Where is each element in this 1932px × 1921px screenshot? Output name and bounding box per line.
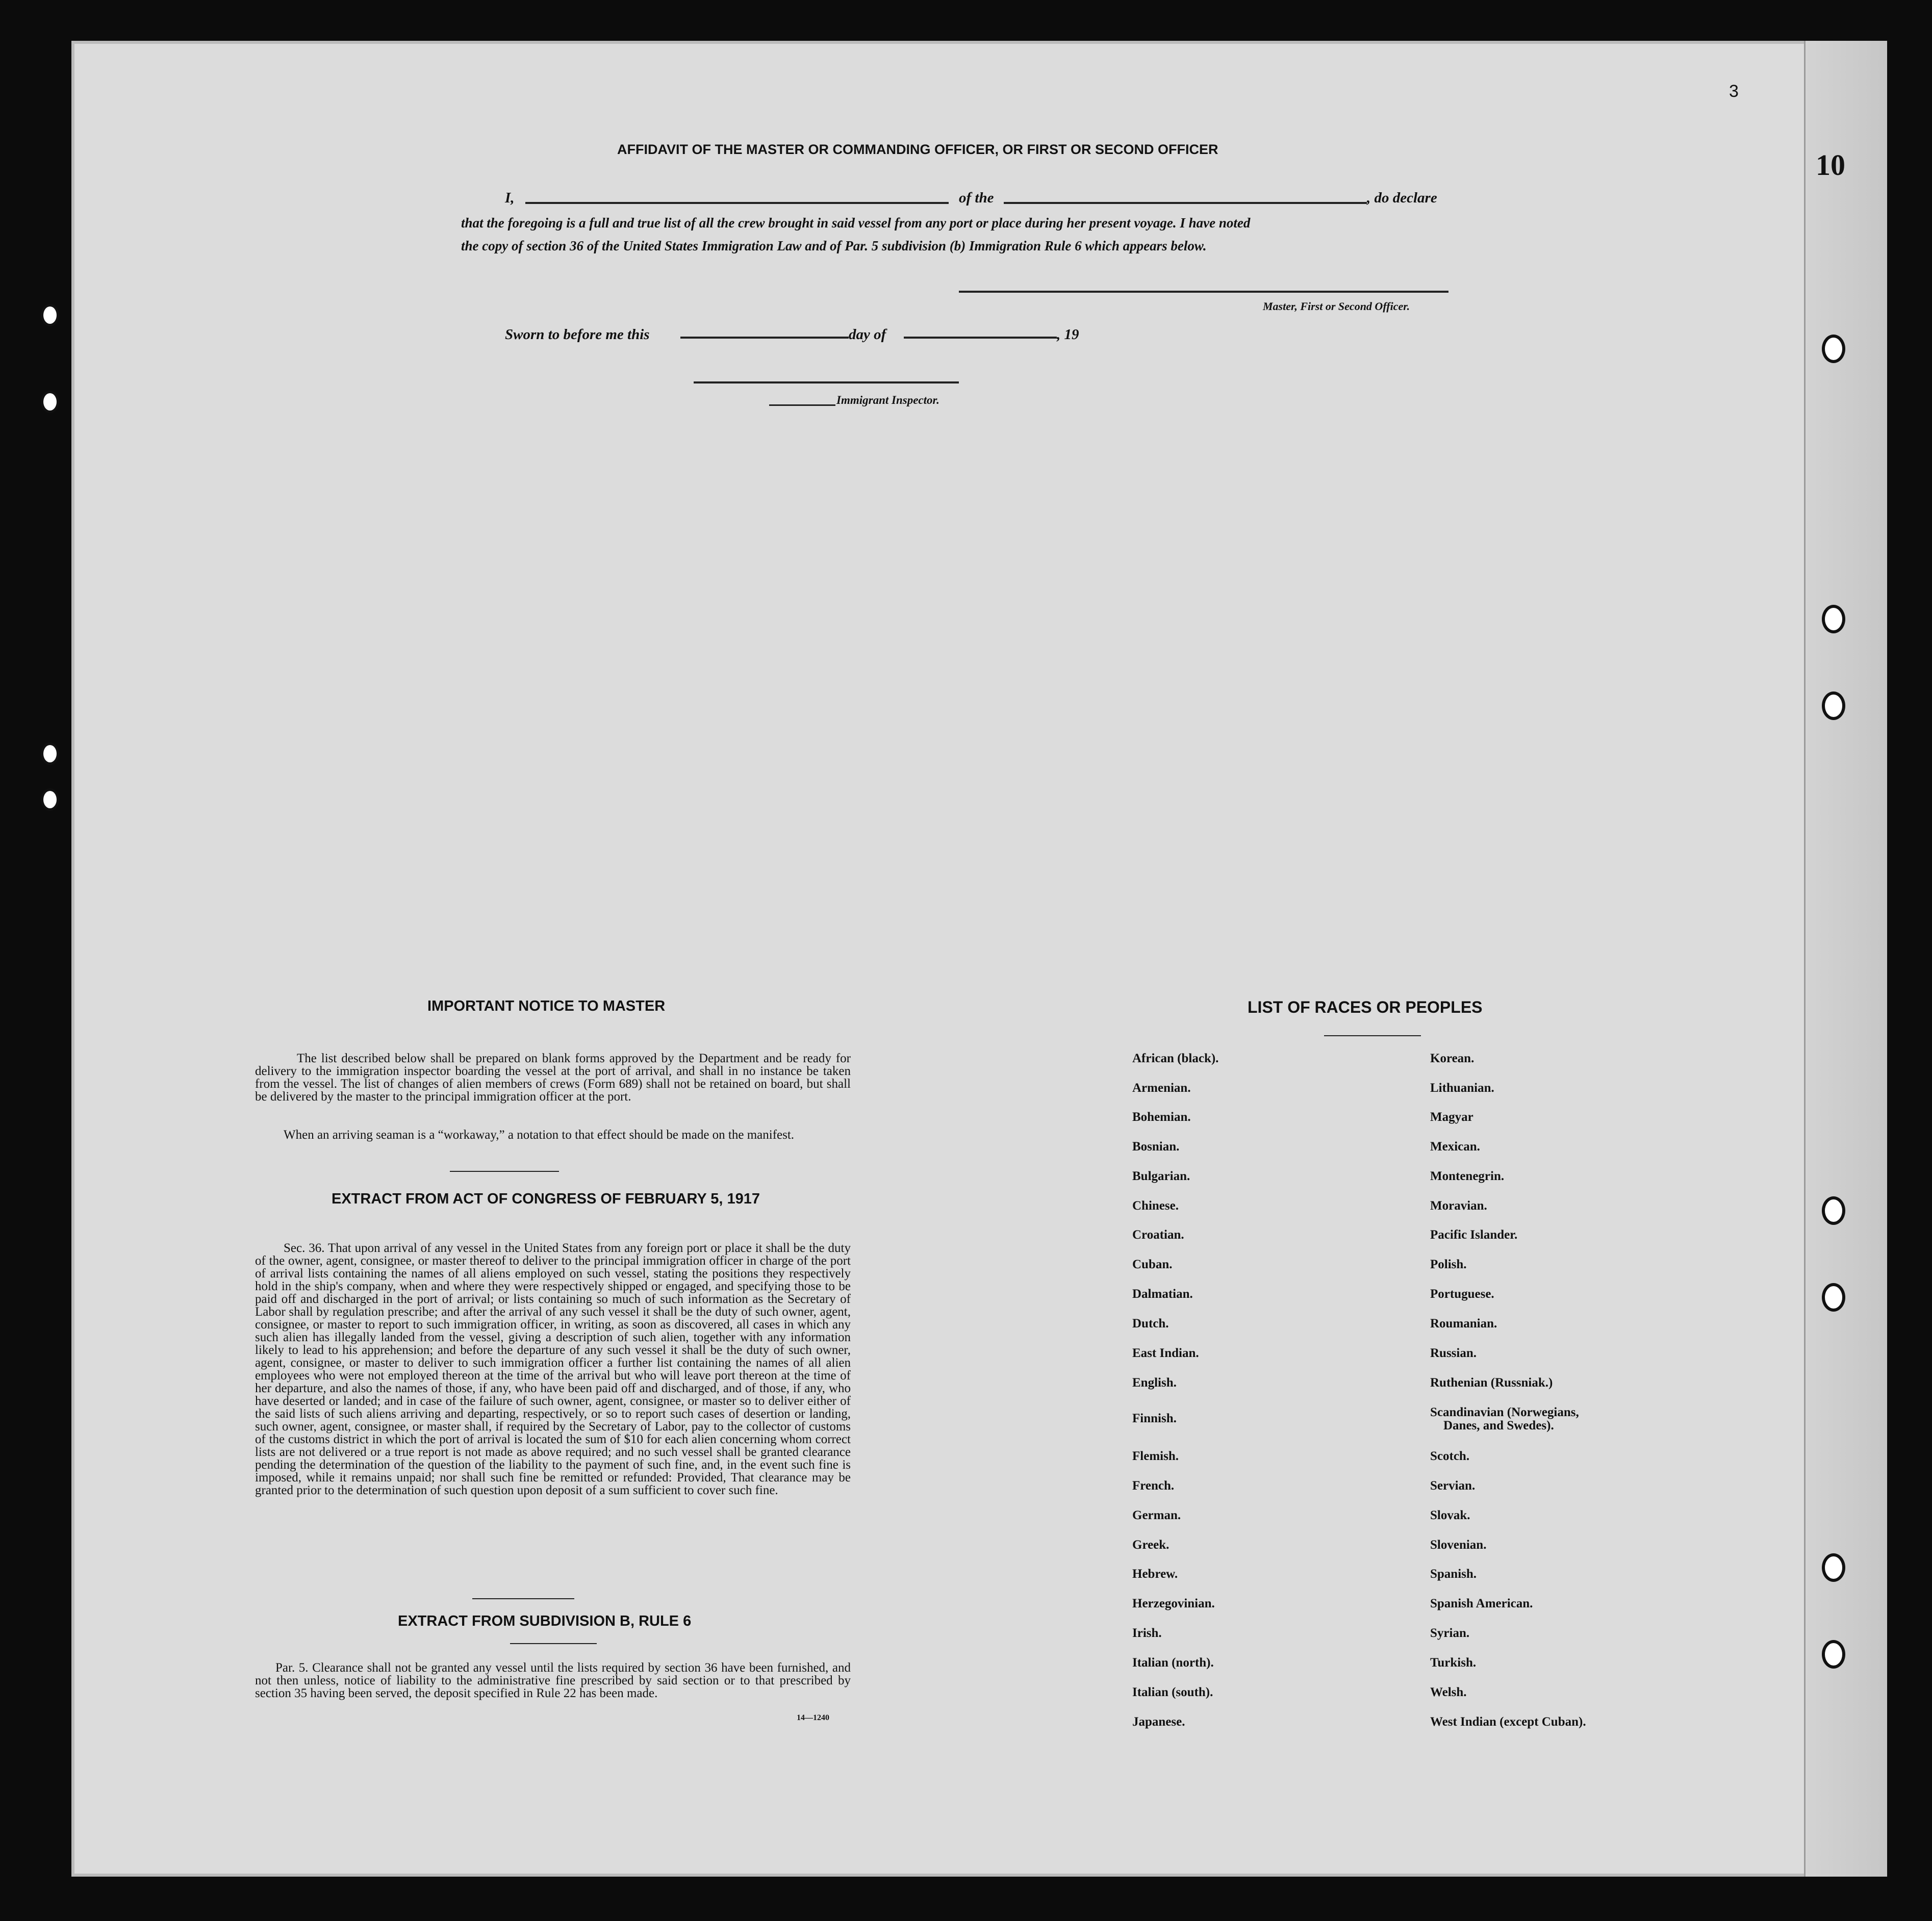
race-item: Korean. — [1430, 1052, 1475, 1065]
race-item: Greek. — [1132, 1538, 1170, 1552]
race-item: Welsh. — [1430, 1685, 1467, 1699]
binder-hole — [41, 391, 59, 413]
race-item: Herzegovinian. — [1132, 1597, 1215, 1610]
affidavit-title: AFFIDAVIT OF THE MASTER OR COMMANDING OFFICER, OR FIRST OR SECOND OFFICER — [617, 142, 1218, 157]
race-item: West Indian (except Cuban). — [1430, 1715, 1586, 1729]
year-label: , 19 — [1057, 326, 1079, 343]
notice-para2: When an arriving seaman is a “workaway,” a notation to that effect should be made on the manifest. — [284, 1128, 795, 1142]
race-item: Turkish. — [1430, 1656, 1477, 1670]
binder-hole — [1822, 691, 1845, 720]
race-item: African (black). — [1132, 1052, 1219, 1065]
binder-hole — [1822, 1196, 1845, 1225]
divider — [472, 1598, 574, 1599]
sworn-month-blank — [904, 337, 1057, 339]
race-item: Flemish. — [1132, 1449, 1179, 1463]
race-item: Croatian. — [1132, 1228, 1184, 1242]
race-item: Slovak. — [1430, 1508, 1470, 1522]
race-item-continued: Danes, and Swedes). — [1443, 1419, 1554, 1432]
extract-act-text: Sec. 36. That upon arrival of any vessel in the United States from any foreign port or place it shall be the duty of the owner, agent, consignee, or master thereof to deliver to the principal immigration officer in charge of the port of arrival lists containing the names of all aliens employed on such vessel, stating the positions they respectively hold in the ship's company, when and where they were respectively shipped or engaged, and specifying those to be paid off and discharged in the port of arrival; or lists containing so much of such information as the Secretary of Labor shall by regulation prescribe; and after the arrival of any such vessel it shall be the duty of such owner, agent, consignee, or master to report to such immigration officer, in writing, as soon as discovered, all cases in which any such alien has illegally landed from the vessel, giving a description of such alien, together with any information likely to lead to his apprehension; and before the departure of any such vessel it shall be the duty of such owner, agent, consignee, or master to deliver to such immigration officer a further list containing the names of all alien employees who were not employed thereon at the time of the arrival but who will leave port thereon at the time of her departure, and also the names of those, if any, who have been paid off and discharged, and of those, if any, who have deserted or landed; and in case of the failure of such owner, agent, consignee, or master so to deliver either of the said lists of such aliens arriving and departing, respectively, or so to report such cases of desertion or landing, such owner, agent, consignee, or master shall, if required by the Secretary of Labor, pay to the collector of customs of the customs district in which the port of arrival is located the sum of $10 for each alien concerning whom correct lists are not delivered or a true report is not made as above required; and no such vessel shall be granted clearance pending the determination of the question of the liability to the payment of such fine, and, in the event such fine is imposed, while it remains unpaid; nor shall such fine be remitted or refunded: Provided, That clearance may be granted prior to the determination of such question upon deposit of a sum sufficient to cover such fine. — [255, 1241, 851, 1497]
divider — [510, 1643, 597, 1644]
race-item: Mexican. — [1430, 1140, 1480, 1154]
master-signature-line — [959, 291, 1448, 293]
vessel-blank — [1004, 202, 1367, 204]
document-sheet — [71, 41, 1887, 1877]
race-item: Lithuanian. — [1430, 1081, 1494, 1095]
sworn-day-blank — [680, 337, 849, 339]
race-item: German. — [1132, 1508, 1181, 1522]
race-item: Scandinavian (Norwegians, — [1430, 1405, 1579, 1419]
extract-rule-title: EXTRACT FROM SUBDIVISION B, RULE 6 — [398, 1613, 692, 1629]
race-item: Dalmatian. — [1132, 1287, 1193, 1301]
race-item: Italian (north). — [1132, 1656, 1214, 1670]
notice-title: IMPORTANT NOTICE TO MASTER — [427, 998, 666, 1014]
race-item: Italian (south). — [1132, 1685, 1213, 1699]
affidavit-do-declare: , do declare — [1367, 190, 1437, 206]
race-item: Syrian. — [1430, 1626, 1470, 1640]
race-item: Bohemian. — [1132, 1110, 1191, 1124]
race-item: Spanish. — [1430, 1567, 1477, 1581]
race-item: Roumanian. — [1430, 1317, 1497, 1330]
race-item: English. — [1132, 1376, 1177, 1390]
race-item: Dutch. — [1132, 1317, 1169, 1330]
race-item: Servian. — [1430, 1479, 1476, 1493]
race-item: Cuban. — [1132, 1258, 1173, 1271]
race-item: Hebrew. — [1132, 1567, 1178, 1581]
race-item: Montenegrin. — [1430, 1169, 1505, 1183]
binder-hole — [1822, 1553, 1845, 1582]
race-item: Finnish. — [1132, 1412, 1177, 1425]
master-label: Master, First or Second Officer. — [1263, 300, 1410, 313]
affidavit-of-the: of the — [959, 190, 994, 206]
page-edge — [1804, 41, 1887, 1877]
race-item: Spanish American. — [1430, 1597, 1533, 1610]
race-item: Pacific Islander. — [1430, 1228, 1518, 1242]
race-item: Ruthenian (Russniak.) — [1430, 1376, 1553, 1390]
race-item: Bulgarian. — [1132, 1169, 1190, 1183]
inspector-short-line — [769, 404, 835, 406]
binder-hole — [41, 742, 59, 765]
binder-hole — [1822, 335, 1845, 363]
race-item: Armenian. — [1132, 1081, 1191, 1095]
extract-rule-text: Par. 5. Clearance shall not be granted any vessel until the lists required by section 36 have been furnished, and not then unless, notice of liability to the administrative fine prescribed by said section or to that prescribed by section 35 having been served, the deposit specified in Rule 22 has been made. — [255, 1661, 851, 1700]
day-of-label: day of — [849, 326, 886, 343]
binder-hole — [1822, 1283, 1845, 1312]
race-item: Russian. — [1430, 1346, 1477, 1360]
binder-hole — [41, 788, 59, 811]
corner-number: 3 — [1729, 82, 1739, 101]
notice-para1: The list described below shall be prepared on blank forms approved by the Department and be ready for delivery to the immigration inspector boarding the vessel at the port of arrival, and shall in no instance be taken from the vessel. The list of changes of alien members of crews (Form 689) shall not be retained on board, but shall be delivered by the master to the principal immigration officer at the port. — [255, 1052, 851, 1104]
binder-hole — [41, 304, 59, 326]
race-item: Portuguese. — [1430, 1287, 1494, 1301]
race-item: Irish. — [1132, 1626, 1162, 1640]
race-item: Japanese. — [1132, 1715, 1185, 1729]
races-title: LIST OF RACES OR PEOPLES — [1248, 998, 1483, 1016]
affidavit-line2: that the foregoing is a full and true list of all the crew brought in said vessel from any port or place during her present voyage. I have noted — [461, 215, 1251, 230]
race-item: Chinese. — [1132, 1199, 1179, 1213]
divider — [1324, 1035, 1421, 1036]
race-item: Moravian. — [1430, 1199, 1487, 1213]
affidavit-I: I, — [505, 190, 515, 206]
divider — [450, 1171, 559, 1172]
race-item: Scotch. — [1430, 1449, 1470, 1463]
race-item: Slovenian. — [1430, 1538, 1487, 1552]
inspector-signature-line — [694, 381, 959, 383]
race-item: Magyar — [1430, 1110, 1473, 1124]
race-item: East Indian. — [1132, 1346, 1199, 1360]
page-number: 10 — [1816, 148, 1845, 182]
inspector-label: Immigrant Inspector. — [836, 394, 939, 406]
extract-act-title: EXTRACT FROM ACT OF CONGRESS OF FEBRUARY 5, 1917 — [332, 1191, 760, 1207]
affidavit-line3: the copy of section 36 of the United States Immigration Law and of Par. 5 subdivision (b) Immigration Rule 6 which appears below. — [461, 238, 1207, 253]
sworn-label: Sworn to before me this — [505, 326, 650, 343]
name-blank — [525, 202, 949, 204]
race-item: French. — [1132, 1479, 1175, 1493]
binder-hole — [1822, 1640, 1845, 1669]
race-item: Polish. — [1430, 1258, 1467, 1271]
form-number: 14—1240 — [797, 1713, 829, 1722]
binder-hole — [1822, 605, 1845, 633]
race-item: Bosnian. — [1132, 1140, 1180, 1154]
